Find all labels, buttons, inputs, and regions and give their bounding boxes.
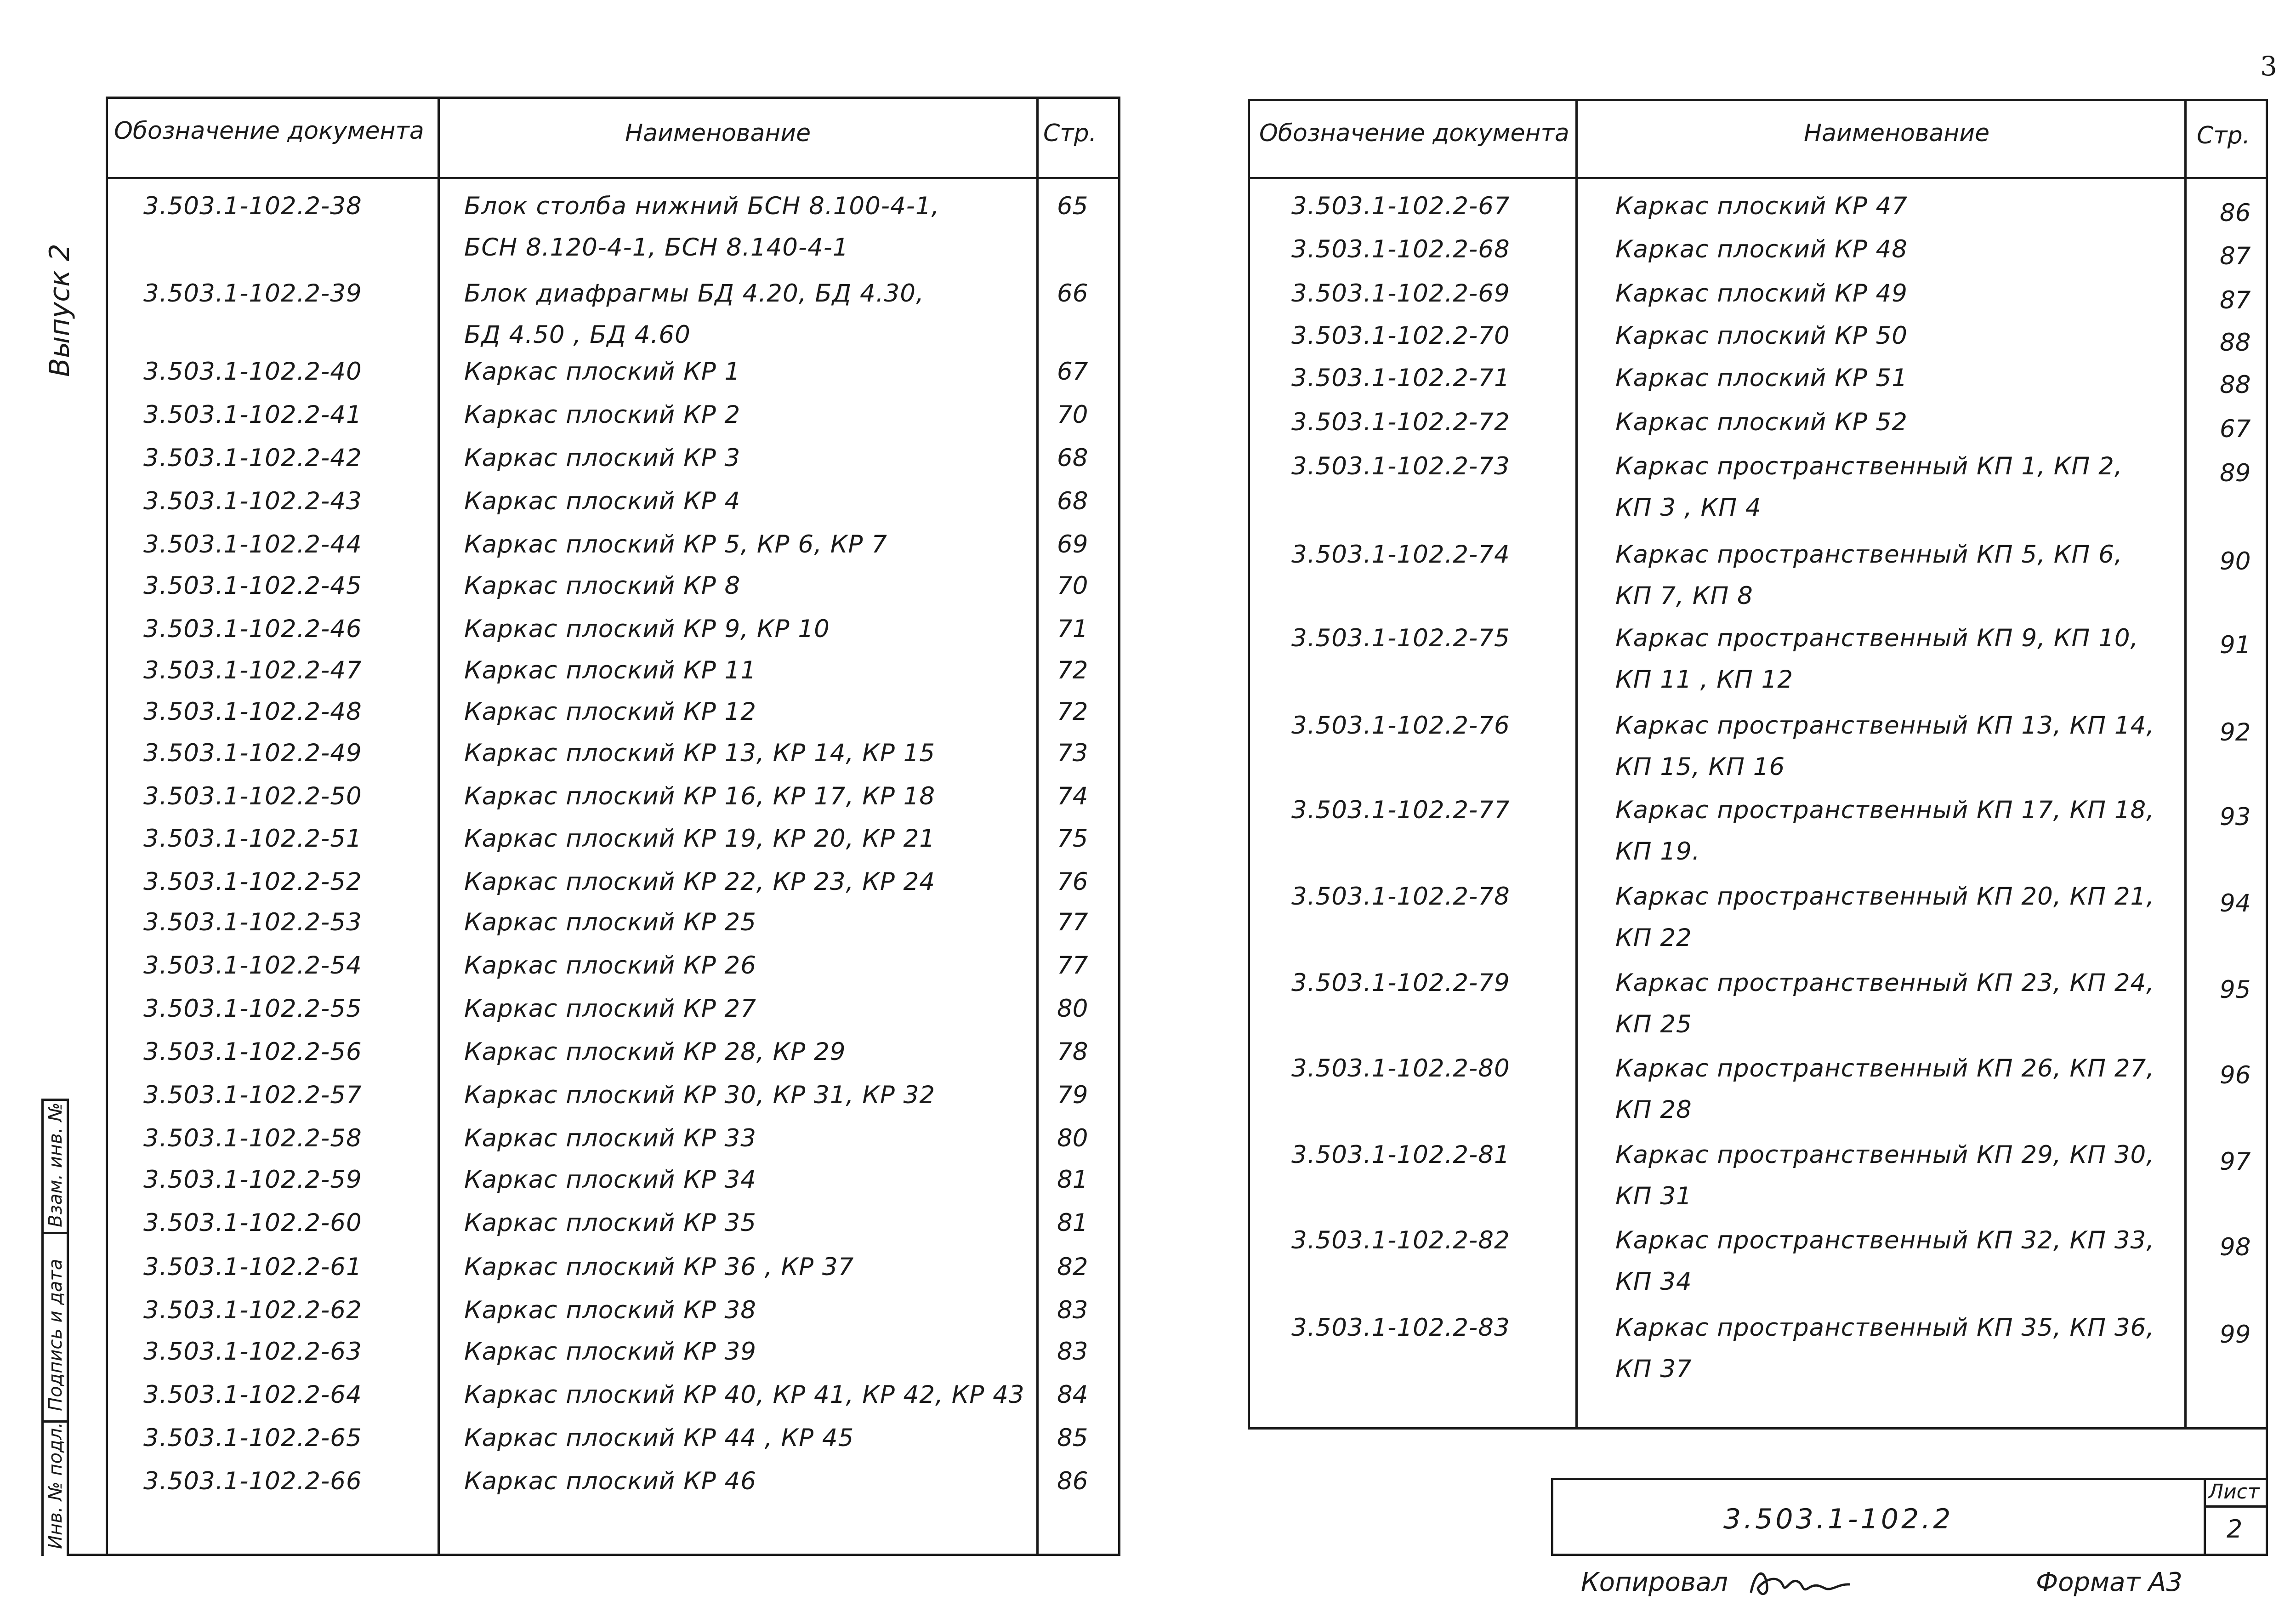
document-name: КП 25 <box>1615 1010 1692 1038</box>
document-name: Каркас плоский КР 28, КР 29 <box>464 1038 846 1066</box>
document-code: 3.503.1-102.2-58 <box>143 1124 362 1152</box>
document-name: Каркас плоский КР 2 <box>464 401 741 429</box>
page-ref: 90 <box>2220 547 2251 575</box>
page-ref: 72 <box>1057 656 1088 684</box>
page-ref: 67 <box>2220 415 2251 443</box>
page-ref: 87 <box>2220 242 2251 270</box>
document-name: Каркас плоский КР 9, КР 10 <box>464 615 830 643</box>
page-ref: 65 <box>1057 192 1088 220</box>
document-code: 3.503.1-102.2-45 <box>143 572 362 600</box>
page-ref: 68 <box>1057 444 1088 472</box>
page-ref: 98 <box>2220 1233 2251 1261</box>
document-name: Каркас плоский КР 49 <box>1615 279 1908 308</box>
document-code: 3.503.1-102.2-81 <box>1291 1141 1510 1169</box>
page-ref: 95 <box>2220 976 2251 1004</box>
page-ref: 75 <box>1057 825 1088 853</box>
document-name: Каркас плоский КР 48 <box>1615 235 1908 263</box>
document-name: Каркас пространственный КП 13, КП 14, <box>1615 712 2155 740</box>
page-ref: 81 <box>1057 1209 1088 1237</box>
document-name: КП 7, КП 8 <box>1615 582 1753 610</box>
document-name: Каркас плоский КР 34 <box>464 1166 756 1194</box>
document-name: КП 37 <box>1615 1355 1692 1383</box>
sheet-label: Лист <box>2208 1480 2260 1504</box>
document-code: 3.503.1-102.2-38 <box>143 192 362 220</box>
document-code: 3.503.1-102.2-77 <box>1291 796 1510 824</box>
sign-date-label: Подпись и дата <box>45 1259 66 1411</box>
document-code: 3.503.1-102.2-49 <box>143 739 362 767</box>
document-code: 3.503.1-102.2-70 <box>1291 322 1510 350</box>
document-name: Каркас пространственный КП 29, КП 30, <box>1615 1141 2155 1169</box>
document-name: Каркас плоский КР 52 <box>1615 408 1908 436</box>
document-name: Каркас плоский КР 12 <box>464 698 756 726</box>
document-code: 3.503.1-102.2-83 <box>1291 1314 1510 1342</box>
document-code: 3.503.1-102.2-50 <box>143 782 362 810</box>
document-name: Каркас плоский КР 13, КР 14, КР 15 <box>464 739 936 767</box>
document-code: 3.503.1-102.2-69 <box>1291 279 1510 308</box>
page-ref: 87 <box>2220 286 2251 314</box>
document-code: 3.503.1-102.2-65 <box>143 1424 362 1452</box>
document-name: Каркас плоский КР 33 <box>464 1124 756 1152</box>
document-name: Каркас пространственный КП 32, КП 33, <box>1615 1226 2155 1254</box>
document-code: 3.503.1-102.2-66 <box>143 1467 362 1495</box>
page-ref: 74 <box>1057 782 1088 810</box>
page-ref: 77 <box>1057 908 1088 936</box>
document-name: КП 3 , КП 4 <box>1615 494 1762 522</box>
document-code: 3.503.1-102.2-53 <box>143 908 362 936</box>
page-ref: 77 <box>1057 951 1088 980</box>
document-name: Каркас плоский КР 8 <box>464 572 741 600</box>
document-name: Каркас пространственный КП 1, КП 2, <box>1615 452 2123 480</box>
document-code: 3.503.1-102.2-59 <box>143 1166 362 1194</box>
document-name: КП 28 <box>1615 1096 1692 1124</box>
page-ref: 89 <box>2220 459 2251 487</box>
title-block-code: 3.503.1-102.2 <box>1723 1503 1954 1535</box>
document-code: 3.503.1-102.2-39 <box>143 279 362 308</box>
document-code: 3.503.1-102.2-55 <box>143 995 362 1023</box>
page-ref: 88 <box>2220 329 2251 357</box>
document-name: Каркас плоский КР 40, КР 41, КР 42, КР 43 <box>464 1381 1025 1409</box>
document-name: Каркас плоский КР 30, КР 31, КР 32 <box>464 1081 936 1109</box>
document-code: 3.503.1-102.2-73 <box>1291 452 1510 480</box>
document-name: Каркас плоский КР 39 <box>464 1338 756 1366</box>
document-code: 3.503.1-102.2-42 <box>143 444 362 472</box>
document-name: КП 19. <box>1615 837 1700 866</box>
page-ref: 68 <box>1057 487 1088 515</box>
document-name: Каркас плоский КР 3 <box>464 444 741 472</box>
page-ref: 96 <box>2220 1061 2251 1089</box>
document-name: Каркас плоский КР 50 <box>1615 322 1908 350</box>
document-name: Каркас пространственный КП 23, КП 24, <box>1615 969 2155 997</box>
format-label: Формат А3 <box>2036 1567 2182 1597</box>
document-code: 3.503.1-102.2-67 <box>1291 192 1510 220</box>
document-name: Каркас пространственный КП 20, КП 21, <box>1615 883 2155 911</box>
document-code: 3.503.1-102.2-60 <box>143 1209 362 1237</box>
page-ref: 88 <box>2220 371 2251 399</box>
document-code: 3.503.1-102.2-56 <box>143 1038 362 1066</box>
document-code: 3.503.1-102.2-79 <box>1291 969 1510 997</box>
document-name: Каркас плоский КР 27 <box>464 995 756 1023</box>
page-ref: 69 <box>1057 530 1088 558</box>
document-code: 3.503.1-102.2-68 <box>1291 235 1510 263</box>
document-name: БД 4.50 , БД 4.60 <box>464 321 691 349</box>
copied-by-label: Копировал <box>1581 1567 1728 1597</box>
sheet-number: 2 <box>2227 1515 2243 1544</box>
page-ref: 73 <box>1057 739 1088 767</box>
document-code: 3.503.1-102.2-40 <box>143 358 362 386</box>
document-code: 3.503.1-102.2-64 <box>143 1381 362 1409</box>
document-code: 3.503.1-102.2-80 <box>1291 1054 1510 1082</box>
page-ref: 86 <box>1057 1467 1088 1495</box>
document-code: 3.503.1-102.2-76 <box>1291 712 1510 740</box>
document-code: 3.503.1-102.2-43 <box>143 487 362 515</box>
document-name: КП 31 <box>1615 1182 1692 1210</box>
side-issue-label: Выпуск 2 <box>44 244 76 377</box>
document-code: 3.503.1-102.2-44 <box>143 530 362 558</box>
document-code: 3.503.1-102.2-41 <box>143 401 362 429</box>
replace-inv-label: Взам. инв. № <box>45 1102 66 1227</box>
document-name: Каркас плоский КР 36 , КР 37 <box>464 1253 854 1281</box>
document-code: 3.503.1-102.2-48 <box>143 698 362 726</box>
document-name: Каркас плоский КР 44 , КР 45 <box>464 1424 854 1452</box>
document-code: 3.503.1-102.2-47 <box>143 656 362 684</box>
document-code: 3.503.1-102.2-57 <box>143 1081 362 1109</box>
document-name: Каркас плоский КР 16, КР 17, КР 18 <box>464 782 936 810</box>
document-name: Каркас плоский КР 26 <box>464 951 756 980</box>
document-name: Каркас плоский КР 51 <box>1615 364 1908 392</box>
document-name: Каркас плоский КР 11 <box>464 656 756 684</box>
document-name: Блок столба нижний БСН 8.100-4-1, <box>464 192 940 220</box>
page-ref: 66 <box>1057 279 1088 308</box>
document-name: КП 11 , КП 12 <box>1615 666 1794 694</box>
document-code: 3.503.1-102.2-61 <box>143 1253 362 1281</box>
left-header-name: Наименование <box>625 120 811 147</box>
document-code: 3.503.1-102.2-74 <box>1291 541 1510 569</box>
document-name: Каркас плоский КР 5, КР 6, КР 7 <box>464 530 887 558</box>
page-ref: 72 <box>1057 698 1088 726</box>
page-ref: 70 <box>1057 572 1088 600</box>
document-code: 3.503.1-102.2-78 <box>1291 883 1510 911</box>
document-name: Каркас пространственный КП 5, КП 6, <box>1615 541 2123 569</box>
document-name: КП 15, КП 16 <box>1615 753 1785 781</box>
document-name: БСН 8.120-4-1, БСН 8.140-4-1 <box>464 234 849 262</box>
document-name: Каркас плоский КР 4 <box>464 487 741 515</box>
page-ref: 80 <box>1057 995 1088 1023</box>
document-name: Каркас плоский КР 1 <box>464 358 741 386</box>
document-name: Каркас плоский КР 35 <box>464 1209 756 1237</box>
page-ref: 70 <box>1057 401 1088 429</box>
page-ref: 92 <box>2220 718 2251 746</box>
page-ref: 76 <box>1057 868 1088 896</box>
page-ref: 81 <box>1057 1166 1088 1194</box>
document-name: Каркас плоский КР 47 <box>1615 192 1908 220</box>
document-name: Блок диафрагмы БД 4.20, БД 4.30, <box>464 279 924 308</box>
page-ref: 86 <box>2220 199 2251 227</box>
document-code: 3.503.1-102.2-54 <box>143 951 362 980</box>
document-name: Каркас плоский КР 25 <box>464 908 756 936</box>
document-name: КП 22 <box>1615 924 1692 952</box>
page-ref: 83 <box>1057 1338 1088 1366</box>
left-header-designation: Обозначение документа <box>114 117 424 145</box>
document-code: 3.503.1-102.2-51 <box>143 825 362 853</box>
document-name: Каркас плоский КР 46 <box>464 1467 756 1495</box>
document-code: 3.503.1-102.2-82 <box>1291 1226 1510 1254</box>
document-name: Каркас плоский КР 22, КР 23, КР 24 <box>464 868 936 896</box>
page-ref: 80 <box>1057 1124 1088 1152</box>
right-header-page: Стр. <box>2197 122 2251 149</box>
document-name: Каркас пространственный КП 17, КП 18, <box>1615 796 2155 824</box>
page-ref: 79 <box>1057 1081 1088 1109</box>
document-name: Каркас пространственный КП 9, КП 10, <box>1615 624 2139 652</box>
document-code: 3.503.1-102.2-52 <box>143 868 362 896</box>
inv-no-label: Инв. № подл. <box>45 1422 66 1549</box>
page-ref: 67 <box>1057 358 1088 386</box>
document-code: 3.503.1-102.2-62 <box>143 1296 362 1324</box>
page-ref: 84 <box>1057 1381 1088 1409</box>
right-header-designation: Обозначение документа <box>1259 120 1569 147</box>
document-code: 3.503.1-102.2-46 <box>143 615 362 643</box>
page-number: 3 <box>2260 51 2277 82</box>
document-code: 3.503.1-102.2-75 <box>1291 624 1510 652</box>
left-header-page: Стр. <box>1043 120 1097 147</box>
document-code: 3.503.1-102.2-71 <box>1291 364 1510 392</box>
document-name: Каркас пространственный КП 35, КП 36, <box>1615 1314 2155 1342</box>
document-code: 3.503.1-102.2-72 <box>1291 408 1510 436</box>
page-ref: 83 <box>1057 1296 1088 1324</box>
page-ref: 82 <box>1057 1253 1088 1281</box>
page-ref: 93 <box>2220 803 2251 831</box>
page-ref: 85 <box>1057 1424 1088 1452</box>
page-ref: 91 <box>2220 631 2251 659</box>
document-code: 3.503.1-102.2-63 <box>143 1338 362 1366</box>
page-ref: 71 <box>1057 615 1088 643</box>
document-name: КП 34 <box>1615 1268 1692 1296</box>
document-name: Каркас плоский КР 38 <box>464 1296 756 1324</box>
page-ref: 99 <box>2220 1321 2251 1349</box>
page-ref: 97 <box>2220 1148 2251 1176</box>
document-name: Каркас пространственный КП 26, КП 27, <box>1615 1054 2155 1082</box>
right-header-name: Наименование <box>1804 120 1990 147</box>
page-ref: 78 <box>1057 1038 1088 1066</box>
page-ref: 94 <box>2220 889 2251 917</box>
document-name: Каркас плоский КР 19, КР 20, КР 21 <box>464 825 936 853</box>
signature <box>1746 1561 1852 1602</box>
